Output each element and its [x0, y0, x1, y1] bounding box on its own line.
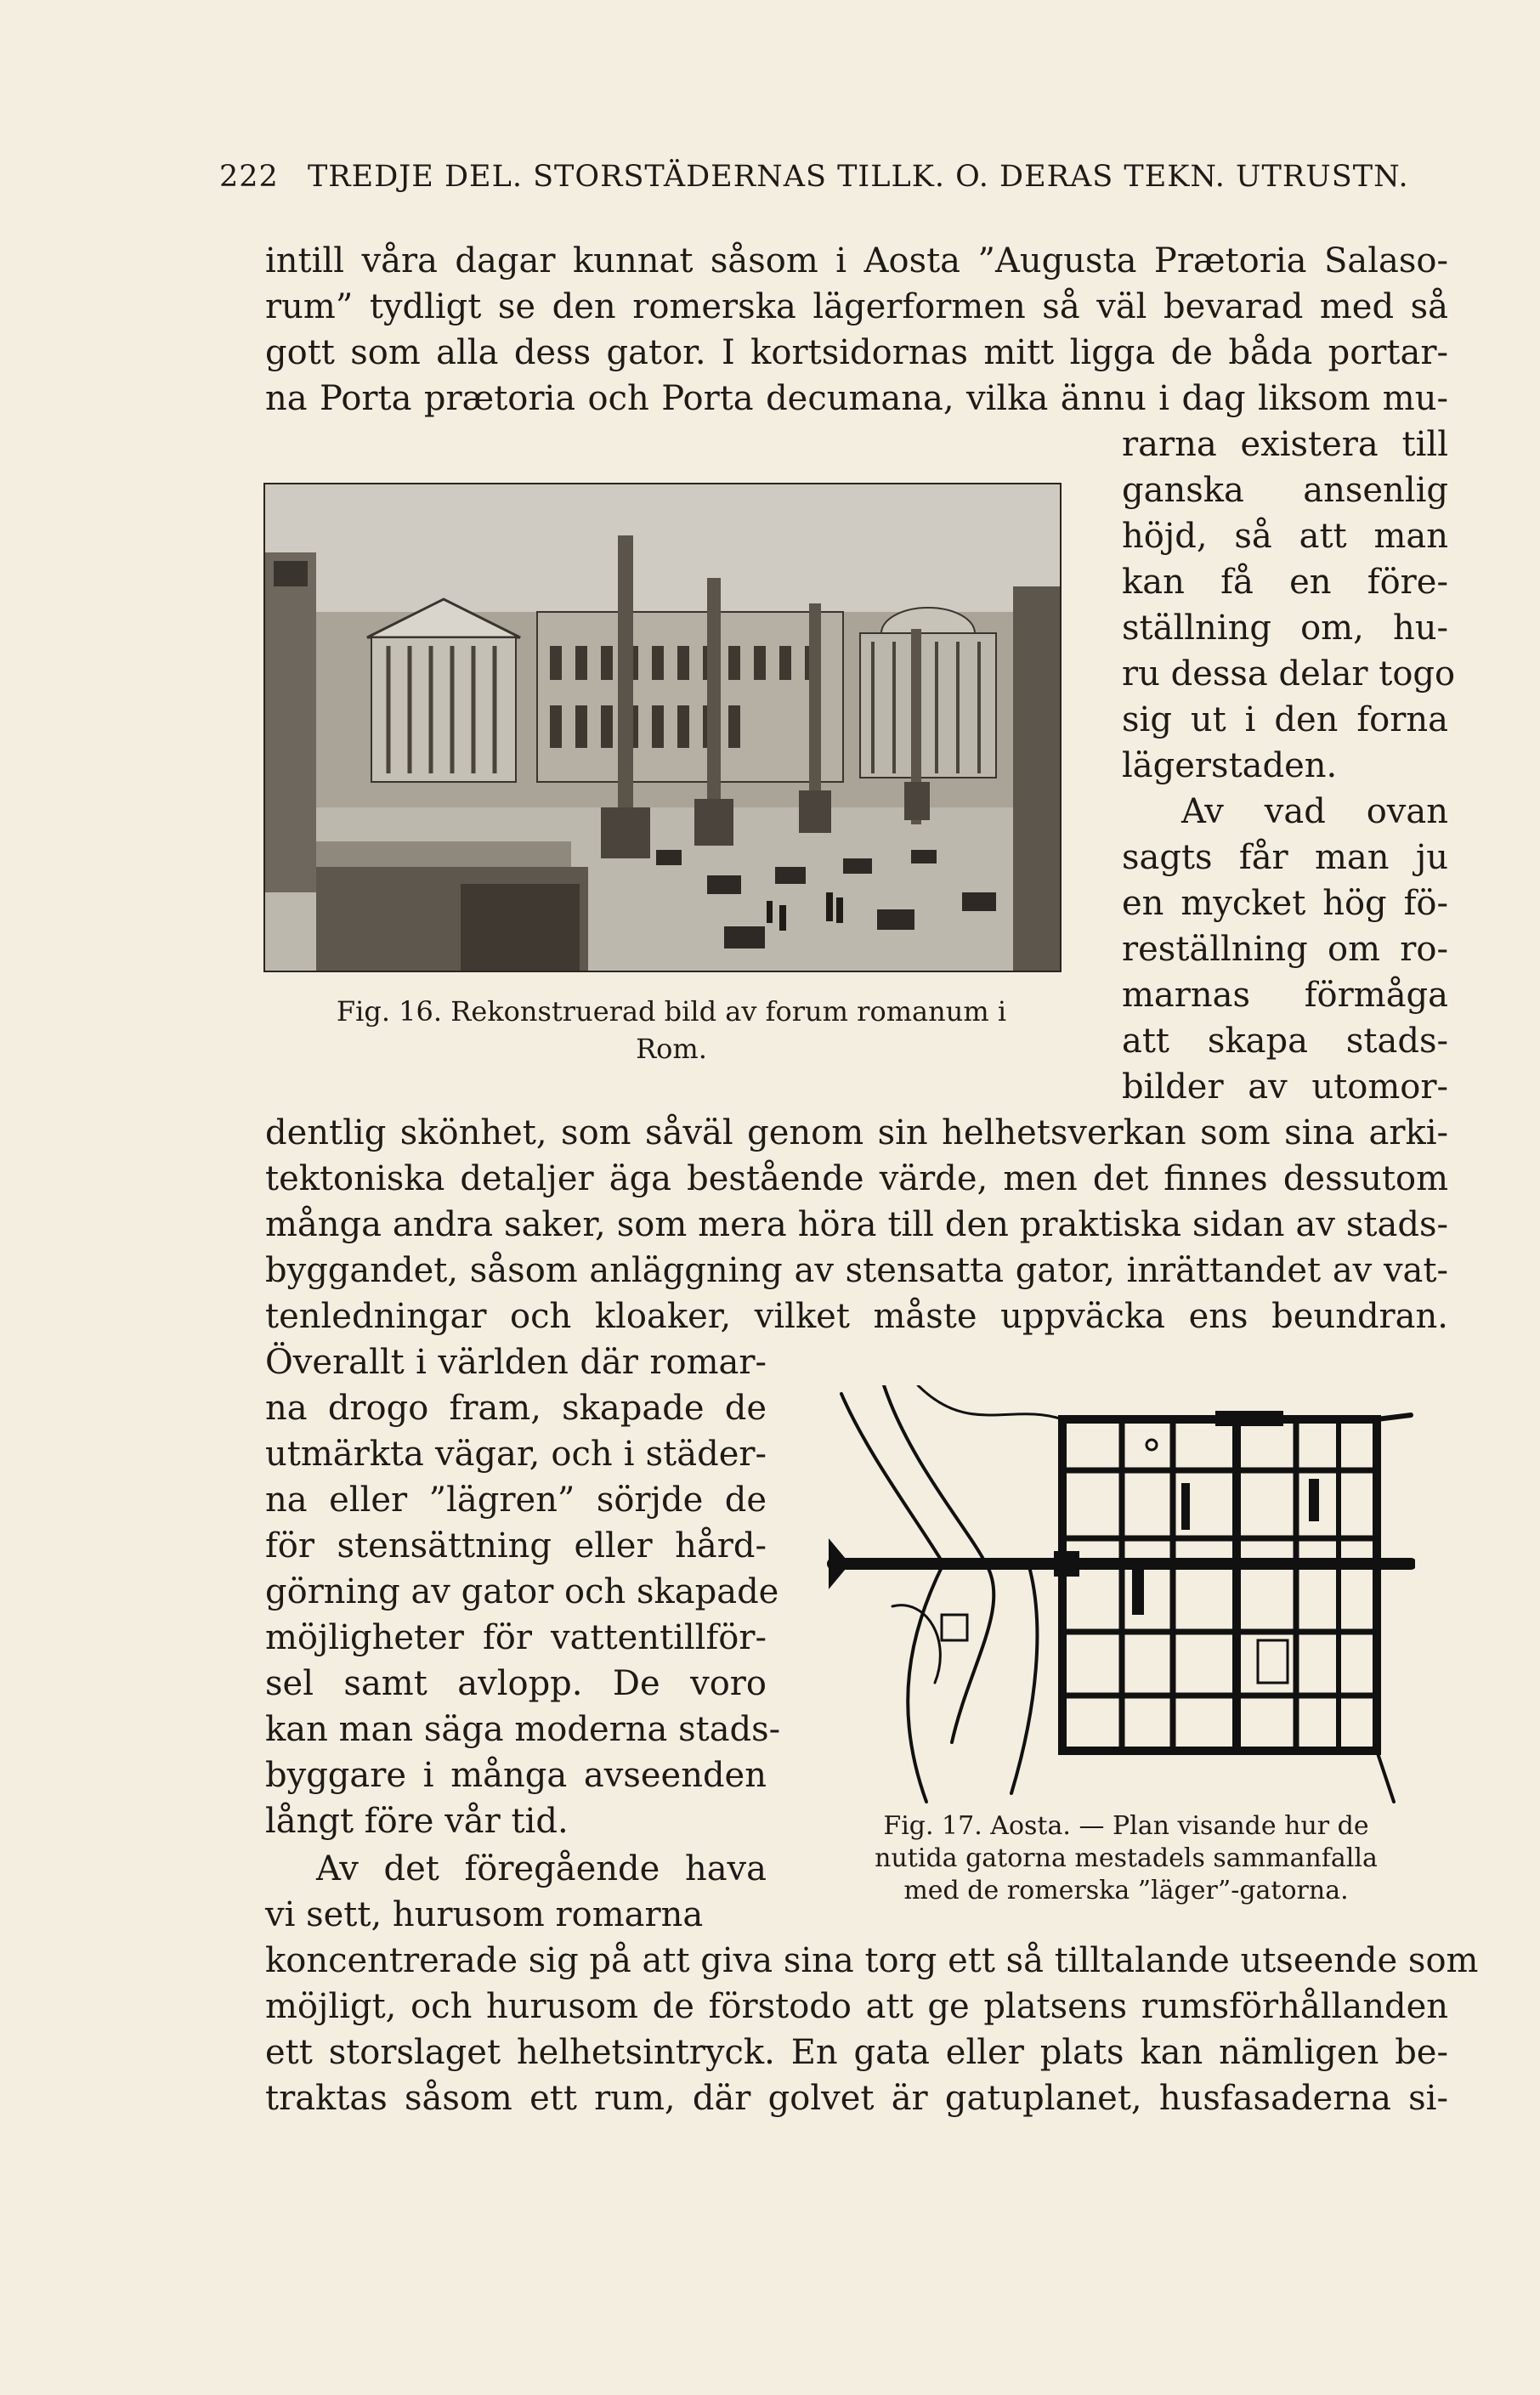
text-line: intill våra dagar kunnat såsom i Aosta ”Augusta Prætoria Salaso-	[265, 241, 1448, 280]
text-line: na Porta prætoria och Porta decumana, vilka ännu i dag liksom mu-	[265, 379, 1448, 418]
running-title: TREDJE DEL. STORSTÄDERNAS TILLK. O. DERAS TEKN. UTRUSTN.	[307, 160, 1409, 194]
text-line: kan man säga moderna stads-	[265, 1710, 781, 1749]
text-line: möjligheter för vattentillför-	[265, 1618, 767, 1657]
text-line: bilder av utomor-	[1122, 1067, 1448, 1107]
text-line: sel samt avlopp. De voro	[265, 1664, 767, 1703]
text-line: sig ut i den forna	[1122, 700, 1448, 739]
text-line: att skapa stads-	[1122, 1022, 1448, 1061]
text-line: rum” tydligt se den romerska lägerformen så väl bevarad med så	[265, 287, 1448, 326]
text-line: vi sett, hurusom romarna	[265, 1895, 704, 1934]
caption-line: Fig. 16. Rekonstruerad bild av forum romanum i	[336, 995, 1007, 1028]
text-line: marnas förmåga	[1122, 976, 1448, 1015]
figure-16-forum-illustration	[263, 483, 1062, 972]
text-line: Överallt i världen där romar-	[265, 1343, 767, 1382]
page-number: 222	[219, 160, 279, 194]
caption-line: Fig. 17. Aosta. — Plan visande hur de	[883, 1811, 1369, 1841]
figure-16-caption	[289, 993, 1054, 1067]
text-line: ganska ansenlig	[1122, 471, 1448, 510]
forum-romanum-drawing	[265, 484, 1060, 971]
text-line: Av det föregående hava	[316, 1849, 767, 1888]
caption-line: nutida gatorna mestadels sammanfalla	[875, 1843, 1378, 1873]
text-line: gott som alla dess gator. I kortsidornas mitt ligga de båda portar-	[265, 333, 1448, 372]
figure-17-caption	[824, 1810, 1428, 1907]
text-line: tenledningar och kloaker, vilket måste uppväcka ens beundran.	[265, 1297, 1448, 1336]
text-line: koncentrerade sig på att giva sina torg ett så tilltalande utseende som	[265, 1941, 1479, 1980]
text-line: kan få en före-	[1122, 563, 1448, 602]
caption-line: med de romerska ”läger”-gatorna.	[903, 1876, 1349, 1905]
text-line: möjligt, och hurusom de förstodo att ge platsens rumsförhållanden	[265, 1987, 1448, 2026]
text-line: byggare i många avseenden	[265, 1756, 767, 1795]
text-line: lägerstaden.	[1122, 746, 1338, 785]
text-line: långt före vår tid.	[265, 1802, 569, 1841]
text-line: utmärkta vägar, och i städer-	[265, 1435, 767, 1474]
text-line: rarna existera till	[1122, 425, 1448, 464]
figure-17-aosta-plan	[816, 1385, 1415, 1806]
text-line: byggandet, såsom anläggning av stensatta gator, inrättandet av vat-	[265, 1251, 1448, 1290]
text-line: dentlig skönhet, som såväl genom sin helhetsverkan som sina arki-	[265, 1113, 1448, 1152]
text-line: ställning om, hu-	[1122, 609, 1448, 648]
text-line: tektoniska detaljer äga bestående värde, men det finnes dessutom	[265, 1159, 1448, 1198]
text-line: reställning om ro-	[1122, 930, 1448, 969]
text-line: för stensättning eller hård-	[265, 1526, 767, 1566]
running-header	[219, 160, 1452, 194]
text-line: görning av gator och skapade	[265, 1572, 779, 1611]
aosta-street-plan	[816, 1385, 1415, 1806]
text-line: höjd, så att man	[1122, 517, 1448, 556]
text-line: sagts får man ju	[1122, 838, 1448, 877]
text-line: traktas såsom ett rum, där golvet är gatuplanet, husfasaderna si-	[265, 2079, 1448, 2118]
text-line: ru dessa delar togo	[1122, 654, 1456, 694]
text-line: na eller ”lägren” sörjde de	[265, 1481, 767, 1520]
text-line: na drogo fram, skapade de	[265, 1389, 767, 1428]
caption-line: Rom.	[636, 1033, 707, 1065]
text-line: Av vad ovan	[1181, 792, 1448, 831]
text-line: en mycket hög fö-	[1122, 884, 1448, 923]
text-line: ett storslaget helhetsintryck. En gata eller plats kan nämligen be-	[265, 2033, 1448, 2072]
text-line: många andra saker, som mera höra till den praktiska sidan av stads-	[265, 1205, 1448, 1244]
